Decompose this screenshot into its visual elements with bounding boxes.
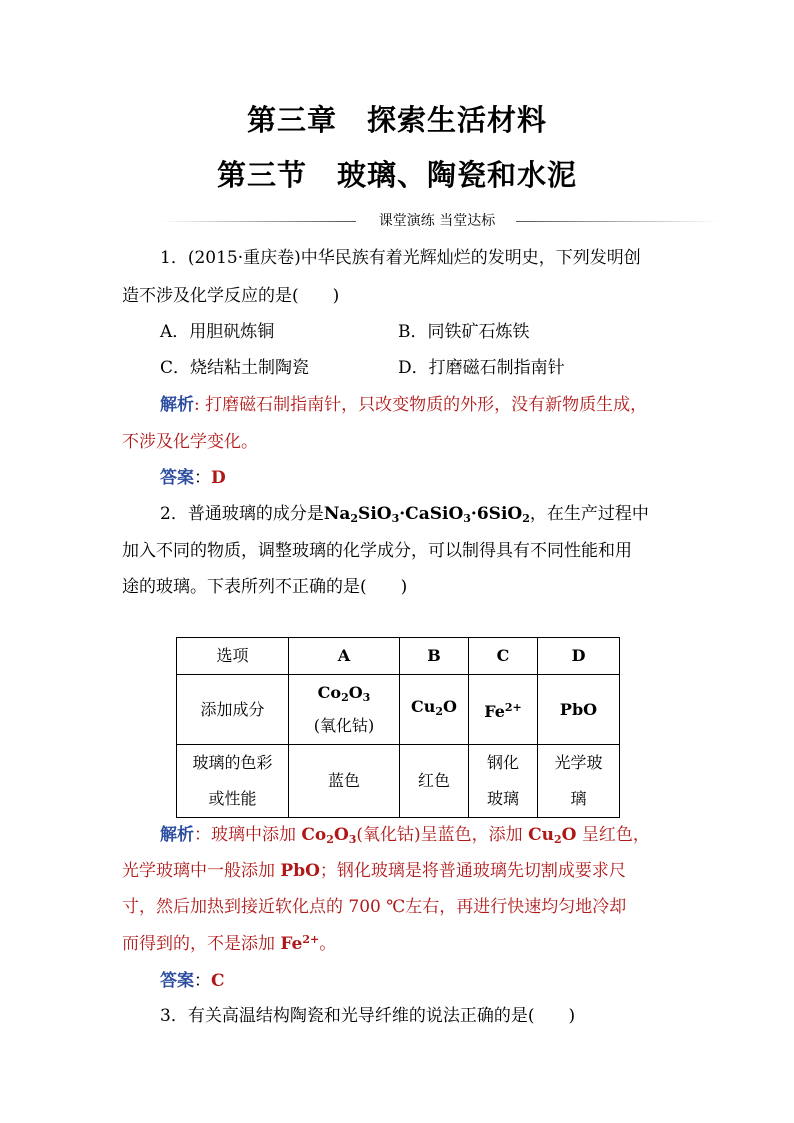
table-header-cell: 选项 (177, 638, 289, 675)
table-header-cell: D (538, 638, 620, 675)
q1-stem-line1: 1．(2015·重庆卷)中华民族有着光辉灿烂的发明史，下列发明创 (160, 248, 641, 268)
q3-stem: 3．有关高温结构陶瓷和光导纤维的说法正确的是( ) (160, 1006, 576, 1026)
q1-option-c: C．烧结粘土制陶瓷 (160, 358, 310, 378)
q1-stem-line2: 造不涉及化学反应的是( ) (122, 286, 340, 306)
table-header-cell: B (400, 638, 469, 675)
section-title: 第三节 玻璃、陶瓷和水泥 (216, 158, 577, 192)
banner-rule-right (516, 221, 720, 222)
q2-answer-value: C (211, 971, 225, 991)
chapter-title: 第三章 探索生活材料 (246, 103, 547, 137)
q2-stem-prefix: 2．普通玻璃的成分是 (160, 504, 324, 524)
q1-answer-label: 答案 (160, 468, 194, 488)
table-header-cell: A (289, 638, 400, 675)
q2-stem-suffix: ，在生产过程中 (529, 504, 649, 524)
q1-answer (160, 463, 226, 488)
co2o3-name: (氧化钴) (313, 716, 375, 735)
q2-stem-line3: 途的玻璃。下表所列不正确的是( ) (122, 577, 408, 597)
table-cell: $Fe^{2+}$ (469, 675, 538, 745)
table-cell: 蓝色 (289, 745, 400, 818)
table-row (177, 675, 620, 745)
q2-analysis-line2: 光学玻璃中一般添加 PbO；钢化玻璃是将普通玻璃先切割成要求尺 (122, 861, 626, 881)
q2-analysis-label: 解析 (160, 825, 194, 845)
q1-option-d: D．打磨磁石制指南针 (398, 358, 565, 378)
row2-c-line1: 钢化 (486, 753, 519, 772)
q1-analysis-label: 解析 (160, 395, 194, 415)
banner-rule-left (160, 221, 356, 222)
table-cell (538, 745, 620, 818)
table-cell: $Cu_2O$ (400, 675, 469, 745)
row2-d-line2: 璃 (570, 789, 587, 808)
table-header-row (177, 638, 620, 675)
q1-option-a: A．用胆矾炼铜 (160, 322, 275, 342)
co2o3-formula: $Co_2O_3$ (317, 683, 371, 704)
q1-option-b: B．同铁矿石炼铁 (398, 322, 530, 342)
table-cell-label: 添加成分 (177, 675, 289, 745)
q2-analysis-line3: 寸，然后加热到接近软化点的 700 ℃左右，再进行快速均匀地冷却 (122, 897, 627, 917)
q1-analysis-text: : 打磨磁石制指南针，只改变物质的外形，没有新物质生成， (194, 395, 648, 415)
q2-answer (160, 966, 225, 991)
q2-stem-line2: 加入不同的物质，调整玻璃的化学成分，可以制得具有不同性能和用 (122, 541, 632, 561)
q1-answer-value: D (211, 468, 226, 488)
q1-analysis-line2: 不涉及化学变化。 (122, 432, 258, 452)
q1-answer-sep: ： (194, 468, 211, 488)
table-row (177, 745, 620, 818)
section-banner (160, 210, 720, 232)
q2-options-table (176, 637, 620, 818)
q1-analysis-line1 (160, 390, 647, 415)
row2-d-line1: 光学玻 (554, 753, 603, 772)
row2-c-line2: 玻璃 (486, 789, 519, 808)
table-cell (469, 745, 538, 818)
banner-text: 课堂演练 当堂达标 (378, 213, 496, 229)
q2-answer-label: 答案 (160, 971, 194, 991)
table-header-cell: C (469, 638, 538, 675)
q2-analysis-line4: 而得到的，不是添加 $Fe^{2+}$。 (122, 933, 337, 954)
q2-analysis-text: ：玻璃中添加 $Co_2O_3$(氧化钴)呈蓝色，添加 $Cu_2O$ 呈红色， (194, 825, 650, 846)
row2-label-line1: 玻璃的色彩 (192, 753, 273, 772)
row2-label-line2: 或性能 (208, 789, 257, 808)
q2-formula: $Na_2SiO_3\cdot CaSiO_3\cdot 6SiO_2$ (323, 504, 530, 525)
q2-analysis-line1 (160, 820, 650, 846)
q2-stem-line1 (160, 499, 649, 525)
table-cell-label (177, 745, 289, 818)
table-cell: PbO (538, 675, 620, 745)
table-cell (289, 675, 400, 745)
table-cell: 红色 (400, 745, 469, 818)
q2-answer-sep: ： (194, 971, 211, 991)
